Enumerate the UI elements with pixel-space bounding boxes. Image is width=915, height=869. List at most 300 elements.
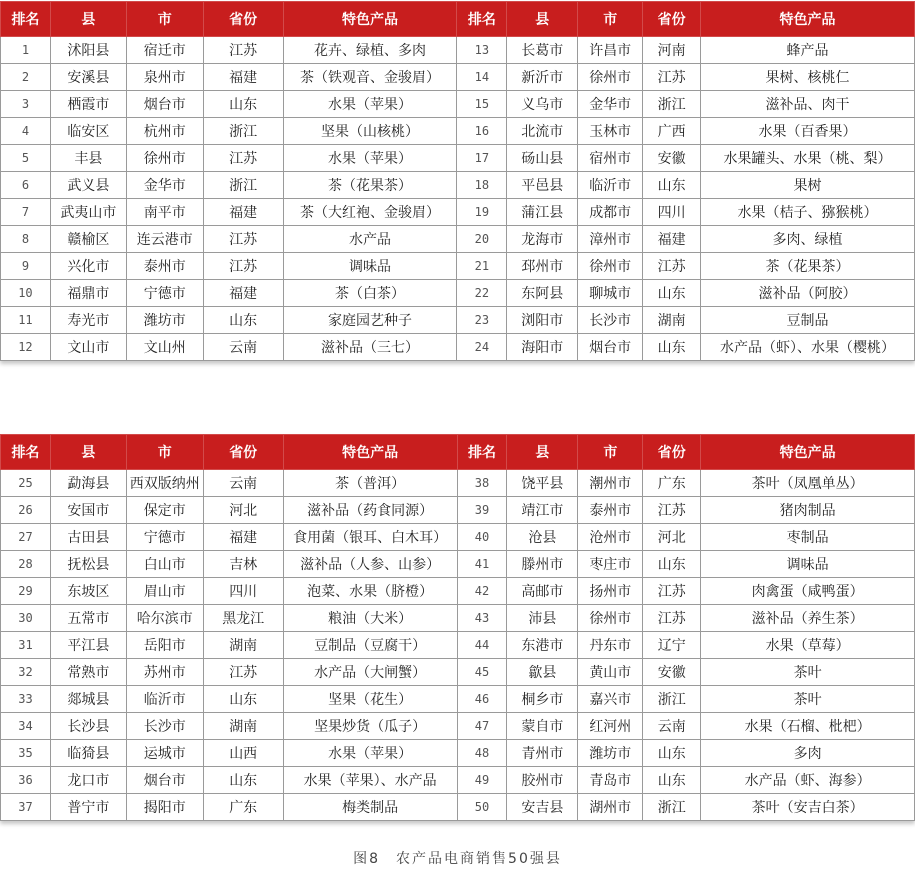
rank-cell: 34 [1,713,51,740]
product-cell: 泡菜、水果（脐橙） [283,578,457,605]
rank-cell: 21 [457,253,507,280]
county-cell: 五常市 [50,605,126,632]
product-cell: 水果罐头、水果（桃、梨） [701,145,915,172]
city-cell: 眉山市 [126,578,203,605]
province-cell: 云南 [643,713,701,740]
rank-cell: 44 [457,632,507,659]
table-row [1,551,915,578]
province-cell: 山东 [643,280,701,307]
header-row [1,435,915,470]
province-cell: 辽宁 [643,632,701,659]
province-cell: 江苏 [643,253,701,280]
city-cell: 运城市 [126,740,203,767]
county-cell: 福鼎市 [50,280,126,307]
county-cell: 文山市 [50,334,126,361]
product-cell: 水果（苹果） [283,145,457,172]
province-cell: 福建 [643,226,701,253]
county-cell: 武夷山市 [50,199,126,226]
province-cell: 江苏 [203,659,283,686]
city-cell: 金华市 [578,91,643,118]
rank-cell: 8 [1,226,51,253]
city-cell: 玉林市 [578,118,643,145]
product-cell: 滋补品（三七） [283,334,457,361]
product-cell: 茶（花果茶） [701,253,915,280]
county-cell: 沭阳县 [50,37,126,64]
rank-cell: 32 [1,659,51,686]
column-header: 特色产品 [701,2,915,37]
province-cell: 福建 [203,280,283,307]
county-cell: 海阳市 [507,334,578,361]
county-cell: 临猗县 [50,740,126,767]
table-row [1,740,915,767]
province-cell: 河北 [643,524,701,551]
province-cell: 湖南 [203,632,283,659]
rank-cell: 19 [457,199,507,226]
table-row [1,470,915,497]
rank-cell: 17 [457,145,507,172]
province-cell: 山东 [203,91,283,118]
product-cell: 水果（百香果） [701,118,915,145]
province-cell: 浙江 [643,794,701,821]
product-cell: 水果（草莓） [701,632,915,659]
table-body [1,470,915,821]
column-header: 排名 [457,435,507,470]
rank-cell: 16 [457,118,507,145]
city-cell: 杭州市 [126,118,203,145]
product-cell: 滋补品（阿胶） [701,280,915,307]
county-cell: 胶州市 [507,767,578,794]
rank-cell: 35 [1,740,51,767]
city-cell: 南平市 [126,199,203,226]
city-cell: 潍坊市 [126,307,203,334]
table-row [1,686,915,713]
county-cell: 沧县 [507,524,578,551]
rank-cell: 25 [1,470,51,497]
province-cell: 广东 [203,794,283,821]
province-cell: 江苏 [203,37,283,64]
county-cell: 长葛市 [507,37,578,64]
county-cell: 抚松县 [50,551,126,578]
rank-cell: 31 [1,632,51,659]
rank-cell: 41 [457,551,507,578]
product-cell: 肉禽蛋（咸鸭蛋） [701,578,915,605]
county-cell: 龙口市 [50,767,126,794]
province-cell: 江苏 [203,253,283,280]
city-cell: 枣庄市 [578,551,643,578]
rank-cell: 12 [1,334,51,361]
county-cell: 普宁市 [50,794,126,821]
product-cell: 水产品（虾）、水果（樱桃） [701,334,915,361]
province-cell: 福建 [203,199,283,226]
column-header: 县 [507,435,578,470]
province-cell: 安徽 [643,145,701,172]
rank-cell: 40 [457,524,507,551]
table-row [1,767,915,794]
product-cell: 多肉、绿植 [701,226,915,253]
province-cell: 浙江 [203,172,283,199]
rank-cell: 36 [1,767,51,794]
product-cell: 滋补品、肉干 [701,91,915,118]
county-cell: 临安区 [50,118,126,145]
province-cell: 浙江 [203,118,283,145]
product-cell: 茶叶（安吉白茶） [701,794,915,821]
city-cell: 丹东市 [578,632,643,659]
table-row [1,713,915,740]
county-cell: 靖江市 [507,497,578,524]
county-cell: 砀山县 [507,145,578,172]
province-cell: 湖南 [203,713,283,740]
product-cell: 梅类制品 [283,794,457,821]
table-row [1,64,915,91]
column-header: 县 [50,2,126,37]
county-cell: 饶平县 [507,470,578,497]
product-cell: 水产品（虾、海参） [701,767,915,794]
product-cell: 水果（苹果） [283,91,457,118]
city-cell: 嘉兴市 [578,686,643,713]
county-cell: 高邮市 [507,578,578,605]
rank-cell: 47 [457,713,507,740]
city-cell: 金华市 [126,172,203,199]
city-cell: 烟台市 [126,767,203,794]
product-cell: 坚果（花生） [283,686,457,713]
column-header: 市 [578,435,643,470]
city-cell: 西双版纳州 [126,470,203,497]
county-cell: 桐乡市 [507,686,578,713]
city-cell: 聊城市 [578,280,643,307]
table-row [1,794,915,821]
county-cell: 龙海市 [507,226,578,253]
county-cell: 寿光市 [50,307,126,334]
province-cell: 江苏 [203,226,283,253]
table-body [1,37,915,361]
rank-cell: 14 [457,64,507,91]
table-row [1,605,915,632]
table-row [1,524,915,551]
province-cell: 广东 [643,470,701,497]
rank-cell: 27 [1,524,51,551]
province-cell: 江苏 [643,578,701,605]
rank-cell: 33 [1,686,51,713]
product-cell: 豆制品（豆腐干） [283,632,457,659]
city-cell: 青岛市 [578,767,643,794]
province-cell: 江苏 [643,64,701,91]
rank-cell: 11 [1,307,51,334]
column-header: 省份 [643,2,701,37]
county-cell: 东阿县 [507,280,578,307]
province-cell: 山东 [643,740,701,767]
table-row [1,37,915,64]
product-cell: 水果（桔子、猕猴桃） [701,199,915,226]
rank-cell: 7 [1,199,51,226]
county-cell: 滕州市 [507,551,578,578]
county-cell: 长沙县 [50,713,126,740]
table-row [1,334,915,361]
county-cell: 常熟市 [50,659,126,686]
table-row [1,91,915,118]
province-cell: 江苏 [643,497,701,524]
table-row [1,253,915,280]
county-cell: 郯城县 [50,686,126,713]
province-cell: 福建 [203,64,283,91]
product-cell: 水产品 [283,226,457,253]
province-cell: 广西 [643,118,701,145]
rank-cell: 39 [457,497,507,524]
county-cell: 沛县 [507,605,578,632]
rank-cell: 28 [1,551,51,578]
rank-cell: 43 [457,605,507,632]
city-cell: 长沙市 [578,307,643,334]
city-cell: 哈尔滨市 [126,605,203,632]
city-cell: 烟台市 [126,91,203,118]
county-cell: 东港市 [507,632,578,659]
rank-cell: 9 [1,253,51,280]
product-cell: 滋补品（药食同源） [283,497,457,524]
county-cell: 青州市 [507,740,578,767]
province-cell: 山东 [203,307,283,334]
column-header: 省份 [203,435,283,470]
rank-cell: 23 [457,307,507,334]
table-row [1,118,915,145]
province-cell: 四川 [643,199,701,226]
city-cell: 徐州市 [578,605,643,632]
province-cell: 山东 [643,767,701,794]
city-cell: 许昌市 [578,37,643,64]
rank-cell: 6 [1,172,51,199]
province-cell: 江苏 [643,605,701,632]
header-row [1,2,915,37]
column-header: 市 [126,435,203,470]
product-cell: 坚果（山核桃） [283,118,457,145]
city-cell: 扬州市 [578,578,643,605]
province-cell: 四川 [203,578,283,605]
column-header: 省份 [643,435,701,470]
county-cell: 东坡区 [50,578,126,605]
province-cell: 浙江 [643,91,701,118]
product-cell: 食用菌（银耳、白木耳） [283,524,457,551]
city-cell: 徐州市 [578,64,643,91]
province-cell: 山东 [203,767,283,794]
province-cell: 吉林 [203,551,283,578]
rank-cell: 4 [1,118,51,145]
product-cell: 豆制品 [701,307,915,334]
table-row [1,172,915,199]
product-cell: 果树 [701,172,915,199]
rank-cell: 46 [457,686,507,713]
city-cell: 红河州 [578,713,643,740]
county-cell: 蒙自市 [507,713,578,740]
product-cell: 茶（大红袍、金骏眉） [283,199,457,226]
city-cell: 泰州市 [126,253,203,280]
rank-cell: 2 [1,64,51,91]
product-cell: 滋补品（养生茶） [701,605,915,632]
county-cell: 平邑县 [507,172,578,199]
province-cell: 云南 [203,470,283,497]
county-cell: 武义县 [50,172,126,199]
product-cell: 水果（苹果）、水产品 [283,767,457,794]
province-cell: 山东 [643,334,701,361]
table-row [1,497,915,524]
city-cell: 潮州市 [578,470,643,497]
product-cell: 家庭园艺种子 [283,307,457,334]
product-cell: 茶叶 [701,659,915,686]
city-cell: 黄山市 [578,659,643,686]
table-row [1,145,915,172]
product-cell: 调味品 [283,253,457,280]
city-cell: 徐州市 [126,145,203,172]
province-cell: 河南 [643,37,701,64]
city-cell: 成都市 [578,199,643,226]
product-cell: 茶（白茶） [283,280,457,307]
county-cell: 赣榆区 [50,226,126,253]
product-cell: 果树、核桃仁 [701,64,915,91]
city-cell: 苏州市 [126,659,203,686]
city-cell: 潍坊市 [578,740,643,767]
product-cell: 茶叶 [701,686,915,713]
rank-cell: 5 [1,145,51,172]
rank-cell: 26 [1,497,51,524]
city-cell: 宿州市 [578,145,643,172]
product-cell: 花卉、绿植、多肉 [283,37,457,64]
rank-cell: 48 [457,740,507,767]
province-cell: 福建 [203,524,283,551]
county-cell: 蒲江县 [507,199,578,226]
county-cell: 新沂市 [507,64,578,91]
city-cell: 岳阳市 [126,632,203,659]
column-header: 省份 [203,2,283,37]
column-header: 特色产品 [283,2,457,37]
product-cell: 水产品（大闸蟹） [283,659,457,686]
city-cell: 漳州市 [578,226,643,253]
city-cell: 连云港市 [126,226,203,253]
province-cell: 山东 [643,172,701,199]
column-header: 排名 [457,2,507,37]
product-cell: 茶叶（凤凰单丛） [701,470,915,497]
column-header: 排名 [1,435,51,470]
province-cell: 江苏 [203,145,283,172]
county-cell: 勐海县 [50,470,126,497]
column-header: 市 [126,2,203,37]
product-cell: 猪肉制品 [701,497,915,524]
province-cell: 山西 [203,740,283,767]
province-cell: 湖南 [643,307,701,334]
city-cell: 临沂市 [126,686,203,713]
rank-cell: 37 [1,794,51,821]
city-cell: 长沙市 [126,713,203,740]
rank-cell: 45 [457,659,507,686]
column-header: 排名 [1,2,51,37]
rank-cell: 13 [457,37,507,64]
rank-cell: 50 [457,794,507,821]
rank-cell: 15 [457,91,507,118]
product-cell: 水果（石榴、枇杷） [701,713,915,740]
product-cell: 枣制品 [701,524,915,551]
city-cell: 沧州市 [578,524,643,551]
city-cell: 白山市 [126,551,203,578]
table-row [1,578,915,605]
city-cell: 泉州市 [126,64,203,91]
rank-cell: 29 [1,578,51,605]
column-header: 县 [50,435,126,470]
rank-cell: 49 [457,767,507,794]
province-cell: 安徽 [643,659,701,686]
table-row [1,659,915,686]
column-header: 市 [578,2,643,37]
county-cell: 安吉县 [507,794,578,821]
product-cell: 水果（苹果） [283,740,457,767]
rank-cell: 1 [1,37,51,64]
rank-cell: 22 [457,280,507,307]
province-cell: 黑龙江 [203,605,283,632]
county-cell: 浏阳市 [507,307,578,334]
city-cell: 宁德市 [126,524,203,551]
county-cell: 安国市 [50,497,126,524]
figure-caption: 图8 农产品电商销售50强县 [353,851,562,867]
county-cell: 歙县 [507,659,578,686]
province-cell: 河北 [203,497,283,524]
rank-cell: 10 [1,280,51,307]
city-cell: 泰州市 [578,497,643,524]
product-cell: 茶（普洱） [283,470,457,497]
product-cell: 调味品 [701,551,915,578]
table-row [1,226,915,253]
product-cell: 蜂产品 [701,37,915,64]
rank-cell: 38 [457,470,507,497]
province-cell: 云南 [203,334,283,361]
product-cell: 坚果炒货（瓜子） [283,713,457,740]
county-cell: 北流市 [507,118,578,145]
ranking-table-bottom [0,434,915,821]
table-row [1,307,915,334]
product-cell: 滋补品（人参、山参） [283,551,457,578]
city-cell: 烟台市 [578,334,643,361]
product-cell: 多肉 [701,740,915,767]
table-row [1,632,915,659]
rank-cell: 18 [457,172,507,199]
city-cell: 湖州市 [578,794,643,821]
rank-cell: 24 [457,334,507,361]
column-header: 特色产品 [283,435,457,470]
table-row [1,280,915,307]
city-cell: 宁德市 [126,280,203,307]
product-cell: 粮油（大米） [283,605,457,632]
rank-cell: 42 [457,578,507,605]
province-cell: 山东 [643,551,701,578]
city-cell: 临沂市 [578,172,643,199]
city-cell: 文山州 [126,334,203,361]
rank-cell: 20 [457,226,507,253]
product-cell: 茶（花果茶） [283,172,457,199]
province-cell: 浙江 [643,686,701,713]
province-cell: 山东 [203,686,283,713]
county-cell: 栖霞市 [50,91,126,118]
city-cell: 徐州市 [578,253,643,280]
county-cell: 义乌市 [507,91,578,118]
county-cell: 古田县 [50,524,126,551]
product-cell: 茶（铁观音、金骏眉） [283,64,457,91]
city-cell: 宿迁市 [126,37,203,64]
rank-cell: 30 [1,605,51,632]
table-row [1,199,915,226]
county-cell: 邳州市 [507,253,578,280]
column-header: 特色产品 [701,435,915,470]
county-cell: 安溪县 [50,64,126,91]
ranking-table-top [0,1,915,361]
county-cell: 兴化市 [50,253,126,280]
city-cell: 揭阳市 [126,794,203,821]
county-cell: 平江县 [50,632,126,659]
column-header: 县 [507,2,578,37]
city-cell: 保定市 [126,497,203,524]
